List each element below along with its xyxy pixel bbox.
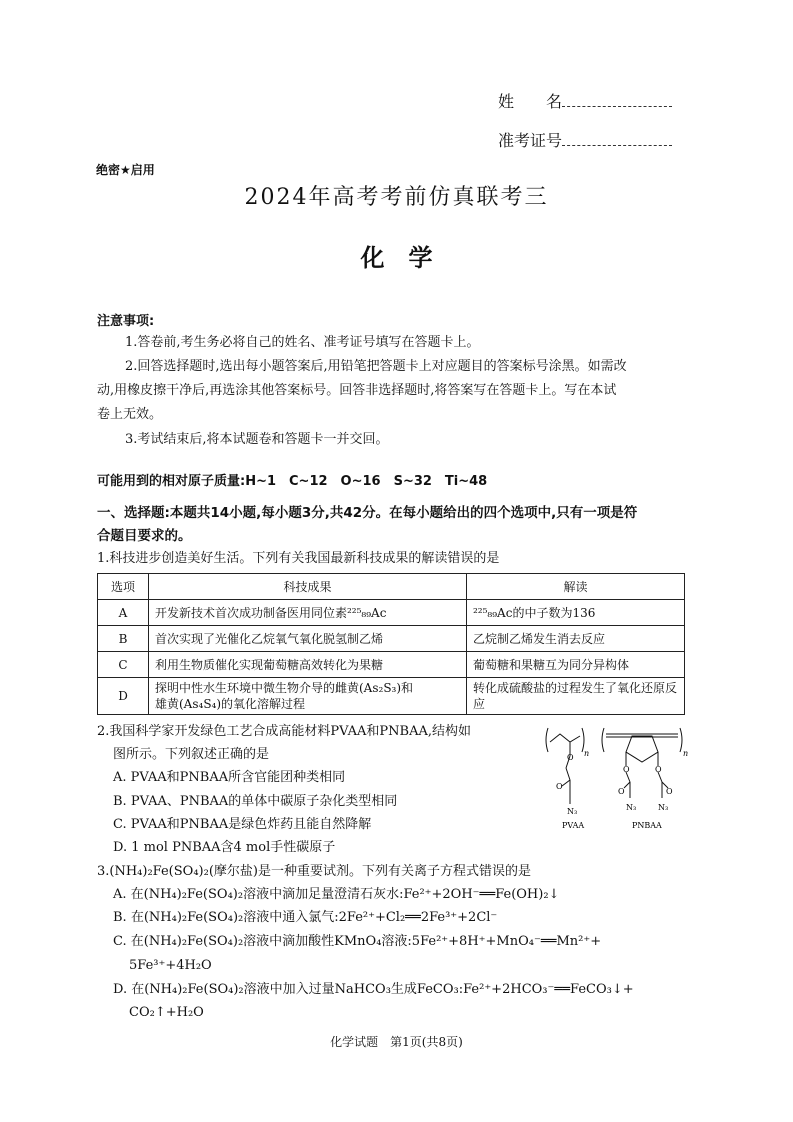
pnbaa-o3: O: [618, 787, 625, 796]
q3-option-a: A. 在(NH₄)₂Fe(SO₄)₂溶液中滴加足量澄清石灰水:Fe²⁺+2OH⁻══Fe(OH)₂↓: [113, 887, 560, 902]
polymer-structures-figure: [540, 722, 690, 832]
id-field[interactable]: [562, 145, 672, 146]
q2-option-d: D. 1 mol PNBAA含4 mol手性碳原子: [113, 840, 336, 855]
q2-option-a: A. PVAA和PNBAA所含官能团种类相同: [113, 770, 346, 785]
section1-heading-cont: 合题目要求的。: [97, 528, 192, 544]
pvaa-n3: N₃: [567, 807, 578, 816]
row-result: 开发新技术首次成功制备医用同位素²²⁵₈₉Ac: [149, 600, 467, 626]
row-reading: 转化成硫酸盐的过程发生了氧化还原反应: [467, 678, 685, 715]
pvaa-n: n: [584, 749, 590, 758]
id-label: 准考证号: [498, 131, 672, 151]
row-result: 首次实现了光催化乙烷氧气氧化脱氢制乙烯: [149, 626, 467, 652]
col-option: 选项: [98, 574, 149, 600]
pvaa-structure: [546, 728, 584, 804]
row-result: 利用生物质催化实现葡萄糖高效转化为果糖: [149, 652, 467, 678]
q1-table: [97, 573, 685, 715]
q2-stem-cont: 图所示。下列叙述正确的是: [113, 747, 270, 762]
q2-stem: 2.我国科学家开发绿色工艺合成高能材料PVAA和PNBAA,结构如: [97, 724, 472, 739]
pvaa-o1: O: [567, 753, 574, 762]
row-reading: 葡萄糖和果糖互为同分异构体: [467, 652, 685, 678]
q2-option-c: C. PVAA和PNBAA是绿色炸药且能自然降解: [113, 817, 372, 832]
col-result: 科技成果: [149, 574, 467, 600]
q3-stem: 3.(NH₄)₂Fe(SO₄)₂(摩尔盐)是一种重要试剂。下列有关离子方程式错误的是: [97, 864, 531, 879]
pnbaa-label: PNBAA: [632, 821, 662, 830]
notice-item: 动,用橡皮擦干净后,再选涂其他答案标号。回答非选择题时,将答案写在答题卡上。写在本试: [97, 383, 617, 398]
pnbaa-n3-2: N₃: [658, 803, 669, 812]
row-option: A: [98, 600, 149, 626]
q3-option-c: C. 在(NH₄)₂Fe(SO₄)₂溶液中滴加酸性KMnO₄溶液:5Fe²⁺+8H⁺+MnO₄⁻══Mn²⁺+: [113, 934, 602, 949]
pvaa-label: PVAA: [562, 821, 585, 830]
q3-option-d-cont: CO₂↑+H₂O: [129, 1005, 204, 1020]
pnbaa-o1: O: [623, 765, 630, 774]
notice-item: 卷上无效。: [97, 407, 163, 422]
q3-option-d: D. 在(NH₄)₂Fe(SO₄)₂溶液中加入过量NaHCO₃生成FeCO₃:Fe²⁺+2HCO₃⁻══FeCO₃↓+: [113, 982, 634, 997]
pnbaa-n3-1: N₃: [626, 803, 637, 812]
table-row: [98, 600, 685, 626]
row-option: D: [98, 678, 149, 715]
secret-mark: 绝密★启用: [96, 163, 155, 177]
table-row: [98, 626, 685, 652]
notice-item: 3.考试结束后,将本试题卷和答题卡一并交回。: [125, 432, 389, 447]
name-label: 姓 名: [498, 92, 672, 112]
exam-title: 2024年高考考前仿真联考三: [244, 185, 549, 210]
notice-heading: 注意事项:: [97, 314, 155, 329]
pnbaa-n: n: [683, 749, 689, 758]
q3-option-c-cont: 5Fe³⁺+4H₂O: [129, 958, 212, 973]
row-option: B: [98, 626, 149, 652]
pnbaa-o4: O: [666, 787, 673, 796]
atomic-masses: 可能用到的相对原子质量:H~1 C~12 O~16 S~32 Ti~48: [97, 474, 488, 489]
col-reading: 解读: [467, 574, 685, 600]
row-result: 探明中性水生环境中微生物介导的雌黄(As₂S₃)和 雄黄(As₄S₄)的氧化溶解过程: [149, 678, 467, 715]
subject-title: 化 学: [360, 244, 433, 272]
section1-heading: 一、选择题:本题共14小题,每小题3分,共42分。在每小题给出的四个选项中,只有一项是符: [97, 505, 638, 521]
notice-item: 2.回答选择题时,选出每小题答案后,用铅笔把答题卡上对应题目的答案标号涂黑。如需改: [125, 359, 627, 374]
row-reading: ²²⁵₈₉Ac的中子数为136: [467, 600, 685, 626]
notice-item: 1.答卷前,考生务必将自己的姓名、准考证号填写在答题卡上。: [125, 335, 480, 350]
table-row: [98, 652, 685, 678]
q3-option-b: B. 在(NH₄)₂Fe(SO₄)₂溶液中通入氯气:2Fe²⁺+Cl₂══2Fe³⁺+2Cl⁻: [113, 910, 498, 925]
q1-stem: 1.科技进步创造美好生活。下列有关我国最新科技成果的解读错误的是: [97, 551, 500, 566]
pnbaa-o2: O: [655, 765, 662, 774]
table-header: [98, 574, 685, 600]
q2-option-b: B. PVAA、PNBAA的单体中碳原子杂化类型相同: [113, 794, 398, 809]
name-field[interactable]: [562, 106, 672, 107]
row-reading: 乙烷制乙烯发生消去反应: [467, 626, 685, 652]
page-footer: 化学试题 第1页(共8页): [330, 1035, 463, 1049]
table-row: [98, 678, 685, 715]
pvaa-o2: O: [556, 782, 563, 791]
row-option: C: [98, 652, 149, 678]
